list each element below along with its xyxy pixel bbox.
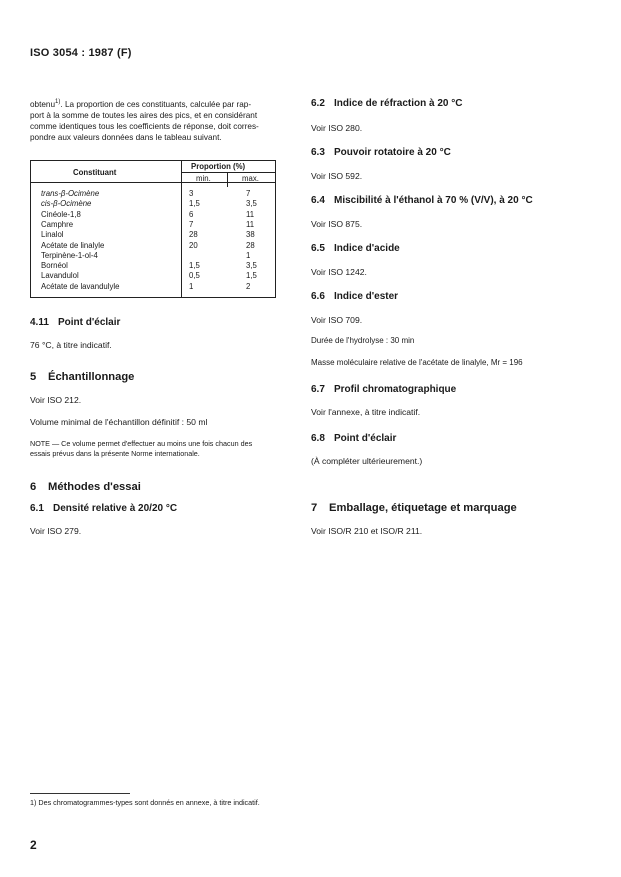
section-5-text-2: Volume minimal de l'échantillon définitif : 50 ml [30,417,208,427]
note-line-1: NOTE — Ce volume permet d'effectuer au moins une fois chacun des [30,439,253,448]
section-6-1-heading [30,503,177,514]
section-6-5-heading [311,243,400,254]
table-row-name: Terpinène-1-ol-4 [41,250,98,260]
table-row-max: 28 [246,240,255,250]
section-4-11-text: 76 °C, à titre indicatif. [30,340,112,350]
section-number: 6.5 [311,243,325,254]
page-number: 2 [30,838,37,852]
table-row-max: 3,5 [246,199,257,209]
footnote: 1) Des chromatogrammes-types sont donnés en annexe, à titre indicatif. [30,798,260,807]
section-title: Indice de réfraction à 20 °C [334,98,463,109]
table-row-max: 3,5 [246,261,257,271]
table-row-min: 7 [189,219,194,229]
table-minmax-divider [227,173,228,187]
table-row-min: 0,5 [189,271,200,281]
section-number: 6.8 [311,433,325,444]
document-header: ISO 3054 : 1987 (F) [30,47,132,59]
table-row-min: 20 [189,240,198,250]
table-subheader-rule [181,172,275,173]
section-6-7-text: Voir l'annexe, à titre indicatif. [311,407,421,417]
section-6-3-heading [311,147,451,158]
section-6-3-text: Voir ISO 592. [311,171,363,181]
section-6-8-text: (À compléter ultérieurement.) [311,456,423,466]
section-6-6-text-3: Masse moléculaire relative de l'acétate de linalyle, Mr = 196 [311,358,523,367]
table-header-rule [31,182,275,183]
section-title: Pouvoir rotatoire à 20 °C [334,147,451,158]
table-row-min: 1 [189,281,194,291]
table-row-max: 2 [246,281,251,291]
note-line-2: essais prévus dans la présente Norme internationale. [30,449,200,458]
section-number: 6.1 [30,503,44,514]
section-title: Profil chromatographique [334,384,457,395]
table-row-name: Lavandulol [41,271,79,281]
section-4-11-heading [30,317,120,328]
table-row-min: 1,5 [189,199,200,209]
section-number: 5 [30,371,37,383]
footnote-rule [30,793,130,794]
table-row-max: 11 [246,219,255,229]
section-6-5-text: Voir ISO 1242. [311,267,367,277]
col-max: max. [242,174,259,183]
section-title: Emballage, étiquetage et marquage [329,502,517,514]
section-title: Densité relative à 20/20 °C [53,503,178,514]
section-6-heading [30,481,141,493]
section-5-heading [30,371,134,383]
table-row-max: 11 [246,209,255,219]
section-number: 6.7 [311,384,325,395]
table-row-name: trans-β-Ocimène [41,189,100,198]
table-row-min: 1,5 [189,261,200,271]
section-6-8-heading [311,433,396,444]
footnote-ref: 1) [55,99,61,105]
intro-line-3: comme identiques tous les coefficients de réponse, doit corres- [30,122,259,131]
section-title: Point d'éclair [334,433,397,444]
table-row-max: 1,5 [246,271,257,281]
section-title: Méthodes d'essai [48,481,141,493]
section-number: 6.4 [311,195,325,206]
intro-line-4: pondre aux valeurs données dans le tableau suivant. [30,133,222,142]
table-row-max: 1 [246,250,251,260]
section-7-text: Voir ISO/R 210 et ISO/R 211. [311,526,423,536]
section-number: 6.6 [311,291,325,302]
col-constituant: Constituant [73,168,117,177]
section-number: 6 [30,481,37,493]
table-row-name: cis-β-Ocimène [41,199,92,209]
intro-line-1-post: . La proportion de ces constituants, calculée par rap- [60,100,252,109]
section-6-7-heading [311,384,456,395]
section-6-4-heading [311,195,533,206]
col-min: min. [196,174,211,183]
table-row-min: 6 [189,209,194,219]
table-row-name: Acétate de lavandulyle [41,281,120,291]
section-6-6-text-1: Voir ISO 709. [311,315,363,325]
section-title: Indice d'acide [334,243,400,254]
section-6-6-heading [311,291,398,302]
section-6-2-text: Voir ISO 280. [311,123,363,133]
intro-line-2: port à la somme de toutes les aires des pics, et en considérant [30,111,258,120]
section-title: Miscibilité à l'éthanol à 70 % (V/V), à 20 °C [334,195,533,206]
section-6-1-text: Voir ISO 279. [30,526,82,536]
section-title: Indice d'ester [334,291,399,302]
table-row-min: 3 [189,189,194,198]
intro-line-1 [30,99,251,110]
section-number: 6.2 [311,98,325,109]
table-row-name: Acétate de linalyle [41,240,105,250]
section-5-text-1: Voir ISO 212. [30,395,82,405]
section-6-2-heading [311,98,463,109]
table-row-min: 28 [189,230,198,240]
col-proportion: Proportion (%) [191,162,246,171]
section-number: 6.3 [311,147,325,158]
section-title: Point d'éclair [58,317,121,328]
section-6-4-text: Voir ISO 875. [311,219,363,229]
table-row-name: Cinéole-1,8 [41,209,81,219]
table-row-name: Bornéol [41,261,68,271]
table-row-name: Linalol [41,230,64,240]
section-7-heading [311,502,517,514]
table-row-max: 38 [246,230,255,240]
table-row-name: Camphre [41,219,74,229]
constituents-table [30,160,276,298]
section-title: Échantillonnage [48,371,135,383]
table-row-max: 7 [246,189,251,198]
section-number: 7 [311,502,318,514]
intro-line-1-pre: obtenu [30,100,56,109]
section-6-6-text-2: Durée de l'hydrolyse : 30 min [311,336,415,345]
section-number: 4.11 [30,317,49,328]
